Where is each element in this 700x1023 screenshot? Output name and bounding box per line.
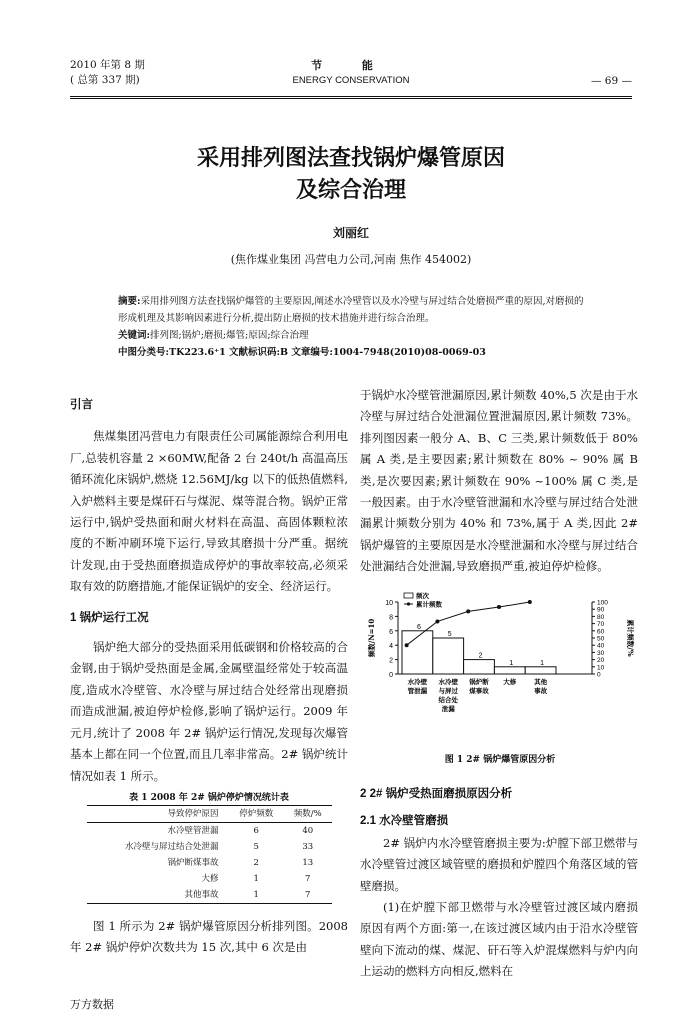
x-tick-label: 煤事故 xyxy=(469,687,489,695)
table-header-cell: 频数/% xyxy=(284,805,332,822)
y-tick-label-left: 6 xyxy=(389,628,393,636)
y-tick-label-right: 20 xyxy=(597,657,605,665)
right-column-top xyxy=(360,385,638,578)
title-line-2: 及综合治理 xyxy=(295,177,406,203)
y-tick-label-left: 0 xyxy=(389,672,393,679)
table-cell: 水冷壁管泄漏 xyxy=(167,825,219,836)
running-header xyxy=(70,58,632,96)
figure-caption: 图 1 2# 锅炉爆管原因分析 xyxy=(444,755,556,765)
watermark: 万方数据 xyxy=(70,999,114,1011)
table-cell: 1 xyxy=(229,887,284,904)
left-column xyxy=(70,395,348,959)
bar-4 xyxy=(494,667,525,674)
y-tick-label-right: 90 xyxy=(597,606,605,614)
x-tick-label: 结合处 xyxy=(438,696,458,704)
paragraph-2-1-1: (1)在炉膛下部卫燃带与水冷壁管过渡区域内磨损原因有两个方面:第一,在该过渡区域内由于沿水冷壁管壁向下流动的煤、煤泥、矸石等入炉混煤燃料与炉内向上运动的燃料方向相反,燃料在 xyxy=(360,900,638,979)
bar-2 xyxy=(433,638,464,674)
table-cell: 13 xyxy=(302,857,314,868)
total-issue: ( 总第 337 期) xyxy=(70,74,140,86)
table-caption: 表 1 2008 年 2# 锅炉停炉情况统计表 xyxy=(129,792,289,803)
title-line-1: 采用排列图法查找锅炉爆管原因 xyxy=(196,145,505,171)
keywords xyxy=(118,327,588,344)
y-tick-label-right: 70 xyxy=(597,621,605,629)
legend-bar-label: 频次 xyxy=(416,592,429,600)
abstract-label: 摘要: xyxy=(118,296,141,307)
table-cell: 2 xyxy=(253,857,259,868)
table-row xyxy=(87,855,332,871)
header-center xyxy=(70,58,632,88)
bar-value-label: 5 xyxy=(447,631,452,638)
page-number: — 69 — xyxy=(590,75,632,87)
table-cell: 锅炉断煤事故 xyxy=(167,857,219,868)
x-tick-label: 大修 xyxy=(503,678,517,686)
y-axis-label-right: 累计频数/% xyxy=(626,619,635,657)
abstract-block xyxy=(118,293,588,361)
classification: 中图分类号:TK223.6⁺1 文献标识码:B 文章编号:1004-7948(2010)08-0069-03 xyxy=(118,347,486,358)
table-row xyxy=(87,822,332,839)
table-cell: 大修 xyxy=(201,873,219,884)
y-tick-label-right: 100 xyxy=(597,599,608,607)
table-row xyxy=(87,839,332,855)
keywords-label: 关键词: xyxy=(118,330,151,341)
table-header-row xyxy=(87,805,332,822)
y-tick-label-right: 30 xyxy=(597,649,605,657)
table-cell: 水冷壁与屏过结合处泄漏 xyxy=(124,841,219,852)
journal-name-cn: 节 能 xyxy=(311,59,391,72)
header-rule-2 xyxy=(70,98,632,99)
cumulative-point-2 xyxy=(435,619,439,623)
heading-section-1: 1 锅炉运行工况 xyxy=(70,611,149,624)
heading-section-2: 2 2# 锅炉受热面磨损原因分析 xyxy=(360,788,513,800)
x-tick-label: 水冷壁 xyxy=(407,678,428,686)
cumulative-point-5 xyxy=(528,600,532,604)
x-tick-label: 管泄漏 xyxy=(407,687,428,695)
right-column-bottom xyxy=(360,784,638,983)
legend-line-marker xyxy=(407,602,410,605)
abstract xyxy=(118,293,588,327)
paper-title xyxy=(70,142,632,206)
x-tick-label: 事故 xyxy=(534,687,548,695)
paragraph-intro: 焦煤集团冯营电力有限责任公司属能源综合利用电厂,总装机容量 2 ×60MW,配备 2 台 240t/h 高温高压循环流化床锅炉,燃烧 12.56MJ/kg 以下的低热值燃料,入炉燃料主要是煤矸石与煤泥、煤等混合物。锅炉正常运行中,锅炉受热面和耐火材料在高温、高固体颗粒浓度的不断冲刷环境下运行,导致其磨损十分严重。据统计发现,由于受热面磨损造成停炉的事故率较高,必须采取有效的防磨措施,才能保证锅炉的安全、经济运行。 xyxy=(70,429,348,594)
issue-number: 2010 年第 8 期 xyxy=(70,59,145,71)
y-tick-label-right: 60 xyxy=(597,628,605,636)
table-cell: 6 xyxy=(253,825,259,836)
y-axis-label-left: 频数/N=10 xyxy=(367,618,376,658)
cumulative-point-1 xyxy=(405,643,409,647)
bar-5 xyxy=(525,667,556,674)
x-tick-label: 泄漏 xyxy=(441,705,455,713)
bar-value-label: 1 xyxy=(540,659,545,667)
y-tick-label-right: 50 xyxy=(597,635,605,643)
cumulative-point-3 xyxy=(466,609,470,613)
y-tick-label-right: 40 xyxy=(597,642,605,650)
x-tick-label: 锅炉断 xyxy=(469,678,489,686)
table-body xyxy=(87,822,332,903)
legend-line-label: 累计频数 xyxy=(416,600,442,609)
table-header-cell: 导致停炉原因 xyxy=(87,805,229,822)
author: 刘丽红 xyxy=(332,226,369,240)
table-cell: 40 xyxy=(302,825,314,836)
table-header-cell: 停炉频数 xyxy=(229,805,284,822)
abstract-text: 采用排列图方法查找锅炉爆管的主要原因,阐述水冷壁管以及水冷壁与屏过结合处磨损严重的原因,对磨损的形成机理及其影响因素进行分析,提出防止磨损的技术措施并进行综合治理。 xyxy=(118,296,584,324)
stats-table xyxy=(87,805,332,904)
heading-intro: 引言 xyxy=(70,399,93,411)
table-cell: 其他事故 xyxy=(87,887,229,904)
heading-section-2-1: 2.1 水冷壁管磨损 xyxy=(360,815,449,828)
cumulative-point-4 xyxy=(497,605,501,609)
pareto-figure xyxy=(360,590,640,750)
y-tick-label-left: 4 xyxy=(389,643,393,651)
bar-value-label: 1 xyxy=(509,659,514,667)
header-rule xyxy=(70,96,632,97)
keywords-text: 排列图;锅炉;磨损;爆管;原因;综合治理 xyxy=(150,330,309,341)
pareto-chart xyxy=(360,590,640,750)
bar-value-label: 2 xyxy=(478,652,483,660)
table-row xyxy=(87,871,332,887)
table-cell: 7 xyxy=(305,873,311,884)
y-tick-label-right: 10 xyxy=(597,664,605,672)
paragraph-section-1: 锅炉绝大部分的受热面采用低碳钢和价格较高的合金钢,由于锅炉受热面是金属,金属壁温经常处于较高温度,造成水冷壁管、水冷壁与屏过结合处经常出现磨损而造成泄漏,被迫停炉检修,影响了锅炉运行。2009 年元月,统计了 2008 年 2# 锅炉运行情况,发现每次爆管基本上都在同一个位置,而且几率非常高。2# 锅炉统计情况如表 1 所示。 xyxy=(70,640,348,783)
y-tick-label-left: 10 xyxy=(385,600,393,607)
legend-bar-swatch xyxy=(404,593,413,598)
y-tick-label-right: 0 xyxy=(597,671,601,679)
journal-name-en: ENERGY CONSERVATION xyxy=(292,75,410,86)
x-tick-label: 与屏过 xyxy=(438,687,458,695)
table-cell: 7 xyxy=(284,887,332,904)
x-tick-label: 其他 xyxy=(534,678,548,686)
table-cell: 1 xyxy=(253,873,259,884)
table-cell: 33 xyxy=(302,841,314,852)
y-tick-label-left: 2 xyxy=(389,657,393,665)
table-row xyxy=(87,887,332,904)
x-tick-label: 水冷壁 xyxy=(438,678,458,686)
affiliation: (焦作煤业集团 冯营电力公司,河南 焦作 454002) xyxy=(230,253,472,266)
y-tick-label-right: 80 xyxy=(597,613,605,621)
paragraph-continued: 于锅炉水冷壁管泄漏原因,累计频数 40%,5 次是由于水冷壁与屏过结合处泄漏位置泄漏原因,累计频数 73%。排列图因素一般分 A、B、C 三类,累计频数低于 80% 属 A 类,是主要因素;累计频数在 80% ~ 90% 属 B 类,是次要因素;累计频数在 90% ~100% 属 C 类,是一般因素。由于水冷壁管泄漏和水冷壁与屏过结合处泄漏累计频数分别为 40% 和 73%,属于 A 类,因此 2# 锅炉爆管的主要原因是水冷壁泄漏和水冷壁与屏过结合处泄漏结合处泄漏,导致磨损严重,被迫停炉检修。 xyxy=(360,388,638,574)
bar-value-label: 6 xyxy=(416,623,421,631)
y-tick-label-left: 8 xyxy=(389,614,393,622)
table-cell: 5 xyxy=(253,841,259,852)
paragraph-figure-ref: 图 1 所示为 2# 锅炉爆管原因分析排列图。2008 年 2# 锅炉停炉次数共为 15 次,其中 6 次是由 xyxy=(70,918,348,955)
bar-3 xyxy=(464,660,495,674)
paragraph-2-1: 2# 锅炉内水冷壁管磨损主要为:炉膛下部卫燃带与水冷壁管过渡区域管壁的磨损和炉膛四个角落区域的管壁磨损。 xyxy=(360,835,638,893)
